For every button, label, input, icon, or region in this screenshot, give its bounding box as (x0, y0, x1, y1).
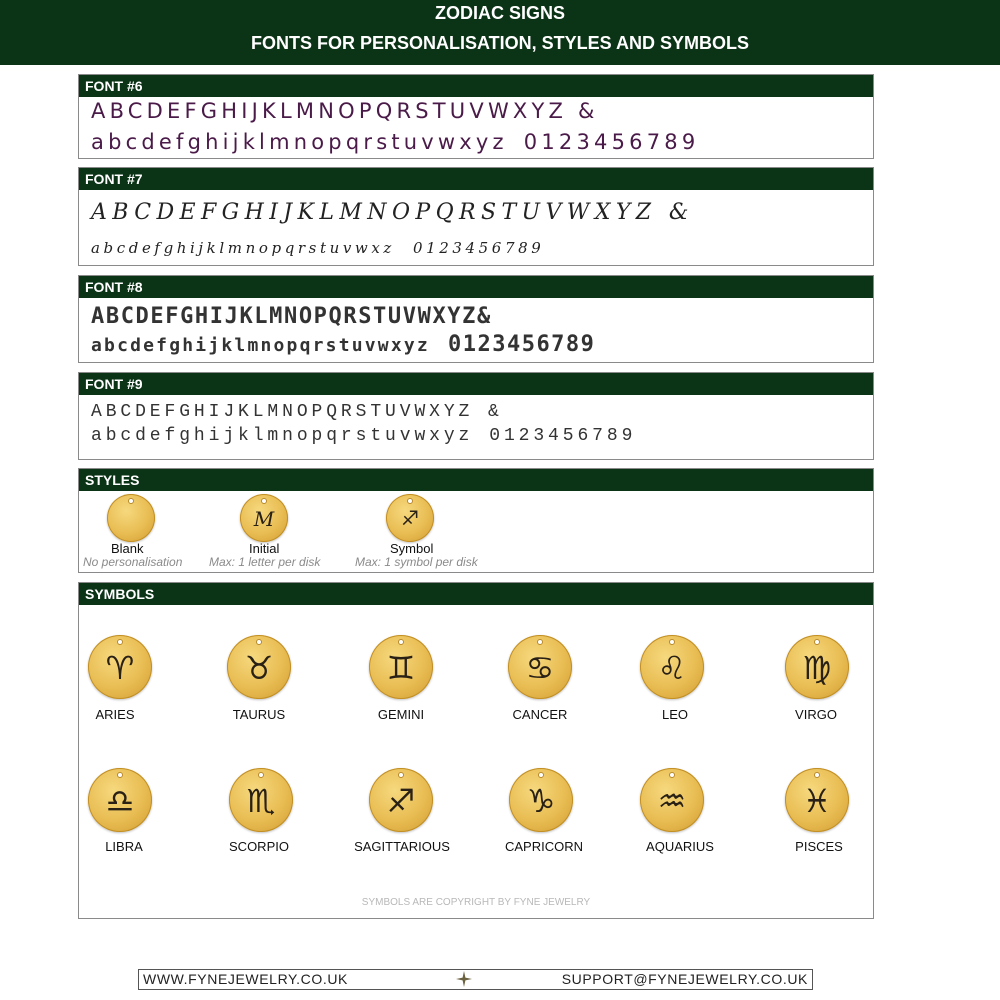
font-9-uppercase: ABCDEFGHIJKLMNOPQRSTUVWXYZ & (91, 402, 503, 422)
font-6-panel (78, 74, 874, 159)
page-banner (0, 0, 1000, 65)
taurus-icon: ♉ (244, 649, 274, 687)
style-symbol-title: Symbol (390, 541, 434, 556)
font-8-uppercase: ABCDEFGHIJKLMNOPQRSTUVWXYZ& (91, 304, 492, 329)
pisces-label: PISCES (795, 839, 843, 854)
leo-label: LEO (661, 707, 688, 722)
font-9-numbers: 0123456789 (489, 426, 637, 446)
capricorn-label: CAPRICORN (504, 839, 583, 854)
page-subtitle: FONTS FOR PERSONALISATION, STYLES AND SYMBOLS (250, 33, 750, 53)
font-9-lowercase-row (91, 426, 636, 446)
initial-disk (240, 494, 288, 542)
style-initial-title: Initial (249, 541, 280, 556)
styles-header: STYLES (79, 469, 873, 491)
pisces-disk (785, 768, 849, 832)
style-symbol-note: Max: 1 symbol per disk (355, 555, 478, 569)
font-6-lowercase-row (91, 130, 699, 154)
font-9-lowercase: abcdefghijklmnopqrstuvwxyz (91, 426, 474, 446)
cancer-disk (508, 635, 572, 699)
font-8-numbers: 0123456789 (447, 332, 596, 357)
sagittarius-icon: ♐ (401, 506, 419, 530)
page-title: ZODIAC SIGNS (434, 3, 565, 23)
aries-icon: ♈ (105, 649, 135, 687)
aquarius-label: AQUARIUS (646, 839, 714, 854)
leo-disk (640, 635, 704, 699)
scorpio-icon: ♏ (246, 782, 276, 820)
symbols-header: SYMBOLS (79, 583, 873, 605)
gemini-label: GEMINI (377, 707, 425, 722)
aquarius-icon: ♒ (657, 782, 687, 820)
footer-bar (138, 969, 813, 990)
font-8-lowercase-row (91, 332, 595, 357)
style-initial-note: Max: 1 letter per disk (209, 555, 321, 569)
initial-letter-icon: M (253, 507, 275, 531)
font-7-panel (78, 167, 874, 266)
pisces-icon: ♓ (802, 782, 832, 820)
sagittarius-disk (369, 768, 433, 832)
aries-disk (88, 635, 152, 699)
font-9-header: FONT #9 (79, 373, 873, 395)
support-email-link[interactable]: SUPPORT@FYNEJEWELRY.CO.UK (561, 971, 808, 987)
website-link[interactable]: WWW.FYNEJEWELRY.CO.UK (143, 971, 348, 987)
font-7-lowercase: abcdefghijklmnopqrstuvwxz (91, 239, 395, 257)
leo-icon: ♌ (657, 649, 687, 687)
font-7-lowercase-row (91, 239, 544, 257)
symbols-panel (78, 582, 874, 919)
blank-disk (107, 494, 155, 542)
gemini-disk (369, 635, 433, 699)
symbol-disk (386, 494, 434, 542)
font-7-uppercase: ABCDEFGHIJKLMNOPQRSTUVWXYZ & (91, 200, 694, 225)
font-7-header: FONT #7 (79, 168, 873, 190)
libra-icon: ♎ (105, 782, 135, 820)
taurus-label: TAURUS (232, 707, 286, 722)
aries-label: ARIES (95, 707, 135, 722)
libra-label: LIBRA (105, 839, 143, 854)
scorpio-label: SCORPIO (229, 839, 289, 854)
virgo-disk (785, 635, 849, 699)
styles-panel (78, 468, 874, 573)
gemini-icon: ♊ (386, 649, 416, 687)
capricorn-disk (509, 768, 573, 832)
font-7-numbers: 0123456789 (412, 239, 545, 257)
cancer-label: CANCER (512, 707, 568, 722)
font-8-panel (78, 275, 874, 363)
virgo-label: VIRGO (795, 707, 837, 722)
style-blank-note: No personalisation (83, 555, 183, 569)
capricorn-icon: ♑ (526, 782, 556, 820)
taurus-disk (227, 635, 291, 699)
virgo-icon: ♍ (802, 649, 832, 687)
cancer-icon: ♋ (525, 649, 555, 687)
font-6-header: FONT #6 (79, 75, 873, 97)
sagittarius-icon: ♐ (386, 782, 416, 820)
copyright-note: SYMBOLS ARE COPYRIGHT BY FYNE JEWELRY (361, 897, 591, 908)
font-8-lowercase: abcdefghijklmnopqrstuvwxyz (91, 335, 430, 356)
font-6-uppercase: ABCDEFGHIJKLMNOPQRSTUVWXYZ & (91, 99, 599, 123)
font-6-lowercase: abcdefghijklmnopqrstuvwxyz (91, 130, 508, 154)
libra-disk (88, 768, 152, 832)
font-8-header: FONT #8 (79, 276, 873, 298)
style-blank-title: Blank (111, 541, 144, 556)
font-6-numbers: 0123456789 (523, 130, 700, 154)
sagittarius-label: SAGITTARIOUS (354, 839, 450, 854)
scorpio-disk (229, 768, 293, 832)
aquarius-disk (640, 768, 704, 832)
sparkle-icon (456, 971, 472, 987)
font-9-panel (78, 372, 874, 460)
